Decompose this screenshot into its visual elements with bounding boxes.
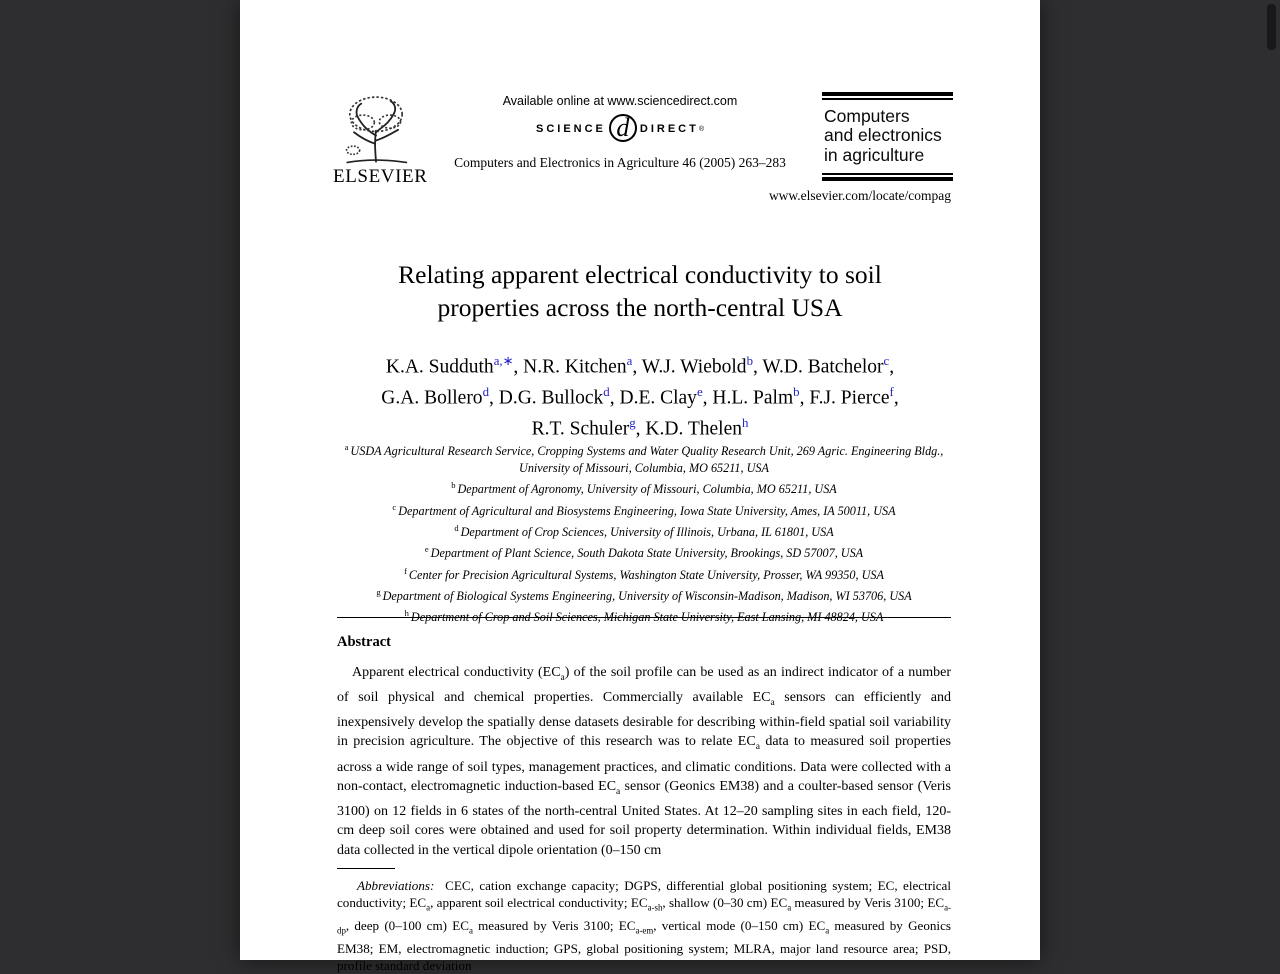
sciencedirect-direct-text: DIRECT xyxy=(639,123,699,135)
affiliation-marker: d xyxy=(454,523,459,533)
available-online-text: Available online at www.sciencedirect.com xyxy=(502,94,738,108)
registered-mark: ® xyxy=(698,125,705,133)
abstract-paragraph: Apparent electrical conductivity $(EC_a)$ of the soil profile can be used as an indirect indicator of a number of soil physical and chemical properties. Commercially available $EC_a$ sensors can efficiently and inexpensively develop the spatially dense datasets desirable for describing within-field spatial soil variability in precision agriculture. The objective of this research was to relate $EC_a$ data to measured soil properties across a wide range of soil types, management practices, and climatic conditions. Data were collected with a non-contact, electromagnetic induction-based $EC_a$ sensor (Geonics EM38) and a coulter-based sensor (Veris 3100) on 12 fields in 6 states of the north-central United States. At 12–20 sampling sites in each field, 120-cm deep soil cores were obtained and used for soil property determination. Within individual fields, EM38 data collected in the vertical dipole orientation (0–150 cm xyxy=(337,665,952,858)
affiliation-item xyxy=(337,499,951,520)
header-center xyxy=(420,94,820,171)
article-title-line: Relating apparent electrical conductivity to soil xyxy=(398,260,882,289)
scrollbar-thumb[interactable] xyxy=(1267,4,1276,50)
affiliation-text: USDA Agricultural Research Service, Cropping Systems and Water Quality Research Unit, 269 Agric. Engineering Bldg., University of Missouri, Columbia, MO 65211, USA xyxy=(350,444,944,476)
affiliation-item xyxy=(337,563,951,584)
affiliation-marker: g xyxy=(376,586,381,597)
affiliation-list xyxy=(337,439,951,626)
author-line: G.A. Bollero$^d$, D.G. Bullock$^d$, D.E. Clay$^e$, H.L. Palm$^b$, F.J. Pierce$^f$, xyxy=(381,384,899,409)
affiliation-text: Department of Agronomy, University of Missouri, Columbia, MO 65211, USA xyxy=(457,482,837,497)
elsevier-logo xyxy=(333,93,428,188)
affiliation-text: Center for Precision Agricultural Systems, Washington State University, Prosser, WA 99350, USA xyxy=(408,567,884,582)
affiliation-marker: b xyxy=(451,480,456,491)
pdf-page xyxy=(240,0,1040,974)
cover-title-line: in agriculture xyxy=(824,144,925,165)
author-list xyxy=(240,349,1040,442)
article-title xyxy=(240,259,1040,324)
affiliation-marker: e xyxy=(424,544,429,555)
affiliation-item xyxy=(337,584,951,605)
sciencedirect-logo xyxy=(420,115,820,143)
affiliation-item xyxy=(337,605,951,626)
abstract-heading: Abstract xyxy=(337,634,391,650)
sciencedirect-d-icon: d xyxy=(609,114,637,142)
cover-rule-bottom-thick xyxy=(822,177,953,181)
affiliation-text: Department of Plant Science, South Dakota State University, Brookings, SD 57007, USA xyxy=(430,546,864,561)
author-line: R.T. Schuler$^g$, K.D. Thelen$^h$ xyxy=(531,415,749,440)
section-divider-rule xyxy=(337,617,951,618)
affiliation-text: Department of Crop Sciences, University of Illinois, Urbana, IL 61801, USA xyxy=(460,525,834,540)
elsevier-wordmark: ELSEVIER xyxy=(333,166,428,187)
affiliation-marker: c xyxy=(392,501,397,512)
cover-title-line: and electronics xyxy=(824,125,942,145)
elsevier-locate-url: www.elsevier.com/locate/compag xyxy=(768,188,951,203)
cover-title-line: Computers xyxy=(824,105,910,126)
journal-cover-title xyxy=(822,100,953,174)
affiliation-item xyxy=(337,541,951,562)
affiliation-item xyxy=(337,477,951,498)
journal-cover-box xyxy=(822,92,953,181)
abbreviations-footnote: Abbreviations: CEC, cation exchange capacity; DGPS, differential global positioning system; EC, electrical conductivity; $EC_a$, apparent soil electrical conductivity; $EC_{a-sh}$, shallow (0–30 cm) $EC_a$ measured by Veris 3100; $EC_{a-dp}$, deep (0–100 cm) $EC_a$ measured by Veris 3100; $EC_{a-em}$, vertical mode (0–150 cm) $EC_a$ measured by Geonics EM38; EM, electromagnetic induction; GPS, global positioning system; MLRA, major land resource area; PSD, profile standard deviation xyxy=(337,878,951,974)
article-title-line: properties across the north-central USA xyxy=(437,292,843,322)
author-line: K.A. Sudduth$^{a,∗}$, N.R. Kitchen$^a$, W.J. Wiebold$^b$, W.D. Batchelor$^c$, xyxy=(385,354,895,378)
affiliation-marker: a xyxy=(344,442,349,452)
affiliation-text: Department of Crop and Soil Sciences, Michigan State University, East Lansing, MI 48824, USA xyxy=(410,610,884,625)
footnote-rule xyxy=(337,868,395,869)
affiliation-marker: f xyxy=(404,565,407,576)
sciencedirect-science-text: SCIENCE xyxy=(535,123,606,135)
affiliation-text: Department of Biological Systems Engineering, University of Wisconsin-Madison, Madison, WI 53706, USA xyxy=(382,588,912,603)
affiliation-text: Department of Agricultural and Biosystems Engineering, Iowa State University, Ames, IA 50011, USA xyxy=(398,503,896,518)
affiliation-item xyxy=(337,439,951,477)
journal-citation: Computers and Electronics in Agriculture 46 (2005) 263–283 xyxy=(454,155,786,170)
affiliation-item xyxy=(337,520,951,541)
affiliation-marker: h xyxy=(404,608,409,619)
elsevier-tree-logo-icon xyxy=(335,93,417,165)
